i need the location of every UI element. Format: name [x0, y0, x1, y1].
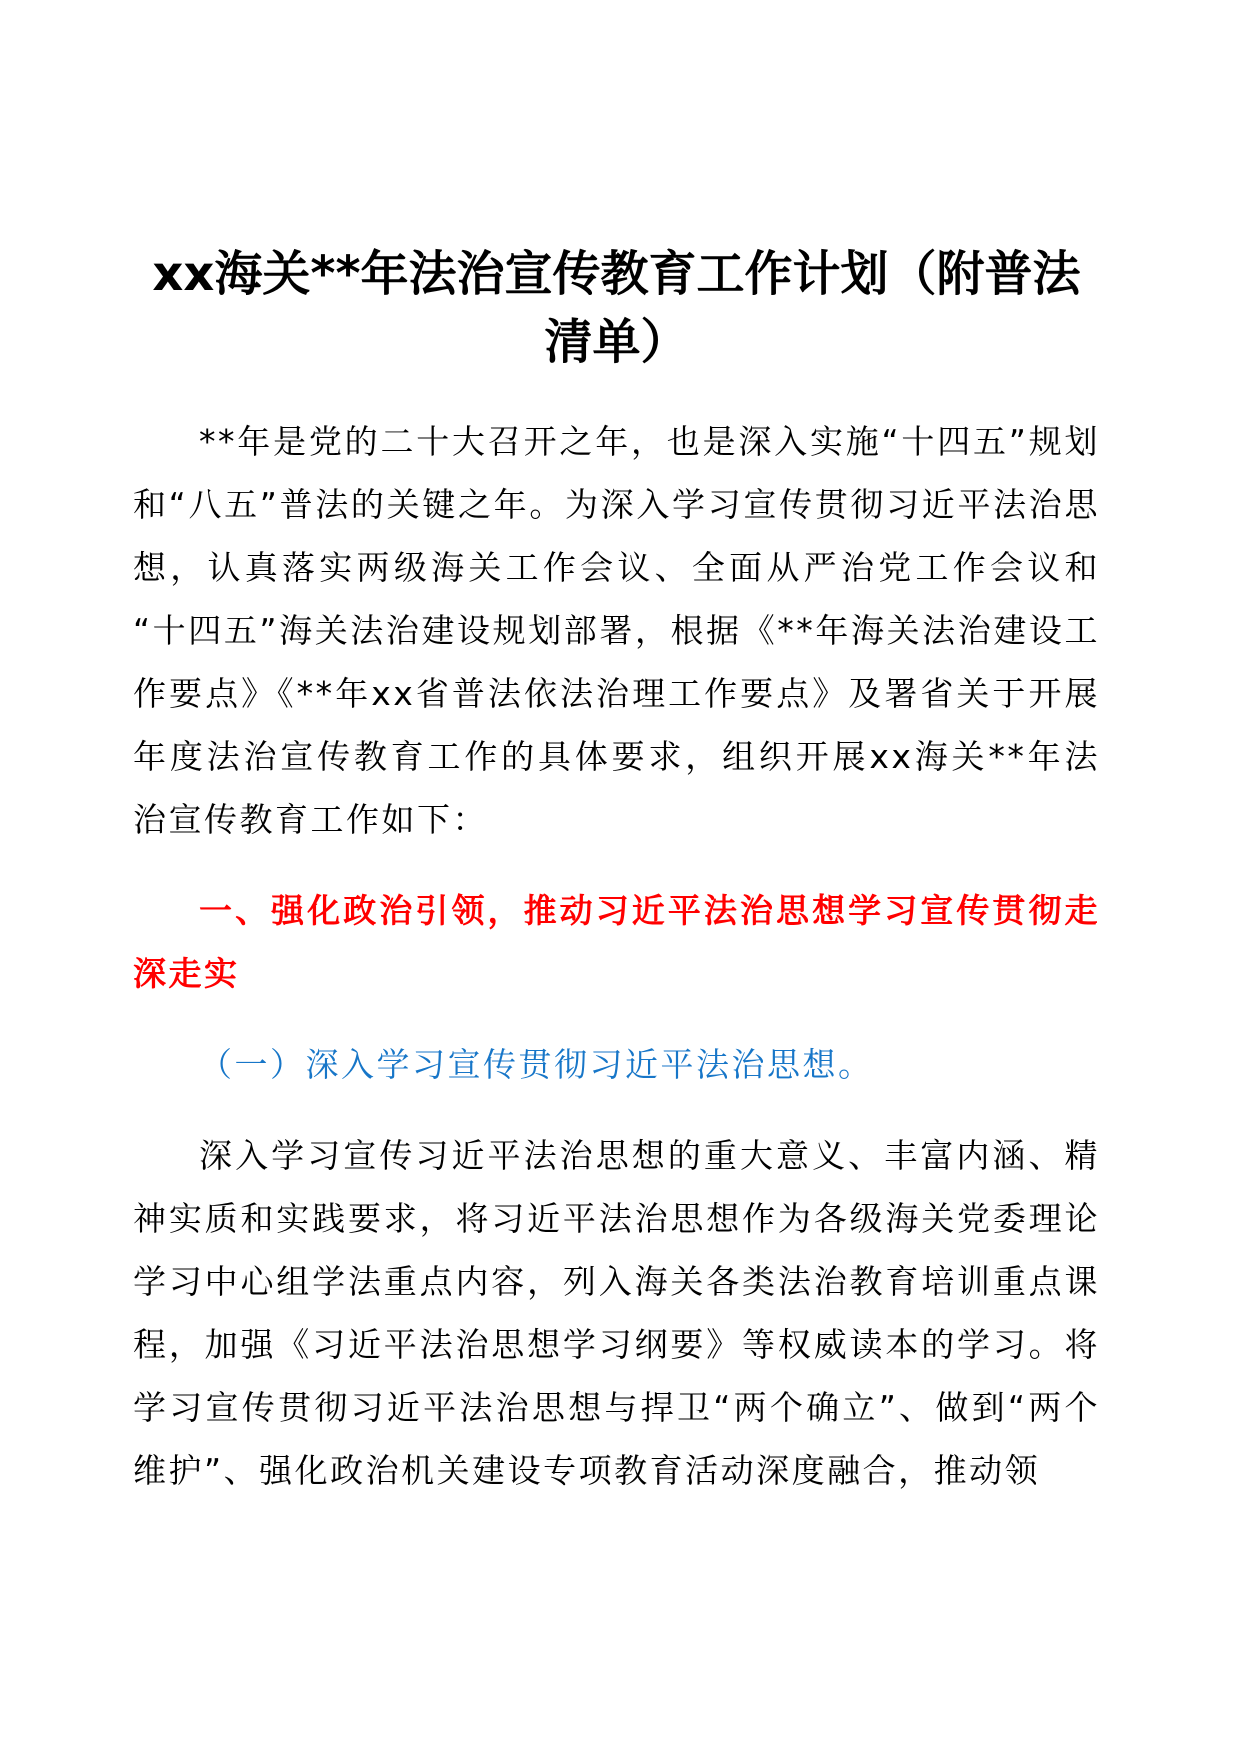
paragraph-body: 深入学习宣传习近平法治思想的重大意义、丰富内涵、精神实质和实践要求，将习近平法治思想作为各级海关党委理论学习中心组学法重点内容，列入海关各类法治教育培训重点课程，加强《习近平法治思想学习纲要》等权威读本的学习。将学习宣传贯彻习近平法治思想与捍卫“两个确立”、做到“两个维护”、强化政治机关建设专项教育活动深度融合，推动领: [133, 1136, 1100, 1490]
paragraph-intro: **年是党的二十大召开之年，也是深入实施“十四五”规划和“八五”普法的关键之年。为深入学习宣传贯彻习近平法治思想，认真落实两级海关工作会议、全面从严治党工作会议和“十四五”海关法治建设规划部署，根据《**年海关法治建设工作要点》《**年xx省普法依法治理工作要点》及署省关于开展年度法治宣传教育工作的具体要求，组织开展xx海关**年法治宣传教育工作如下：: [133, 422, 1100, 839]
document-title: xx海关**年法治宣传教育工作计划（附普法清单）: [152, 246, 1081, 370]
section-heading-1: 一、强化政治引领，推动习近平法治思想学习宣传贯彻走深走实: [133, 891, 1100, 993]
subsection-heading-1-1: （一）深入学习宣传贯彻习近平法治思想。: [199, 1045, 874, 1084]
